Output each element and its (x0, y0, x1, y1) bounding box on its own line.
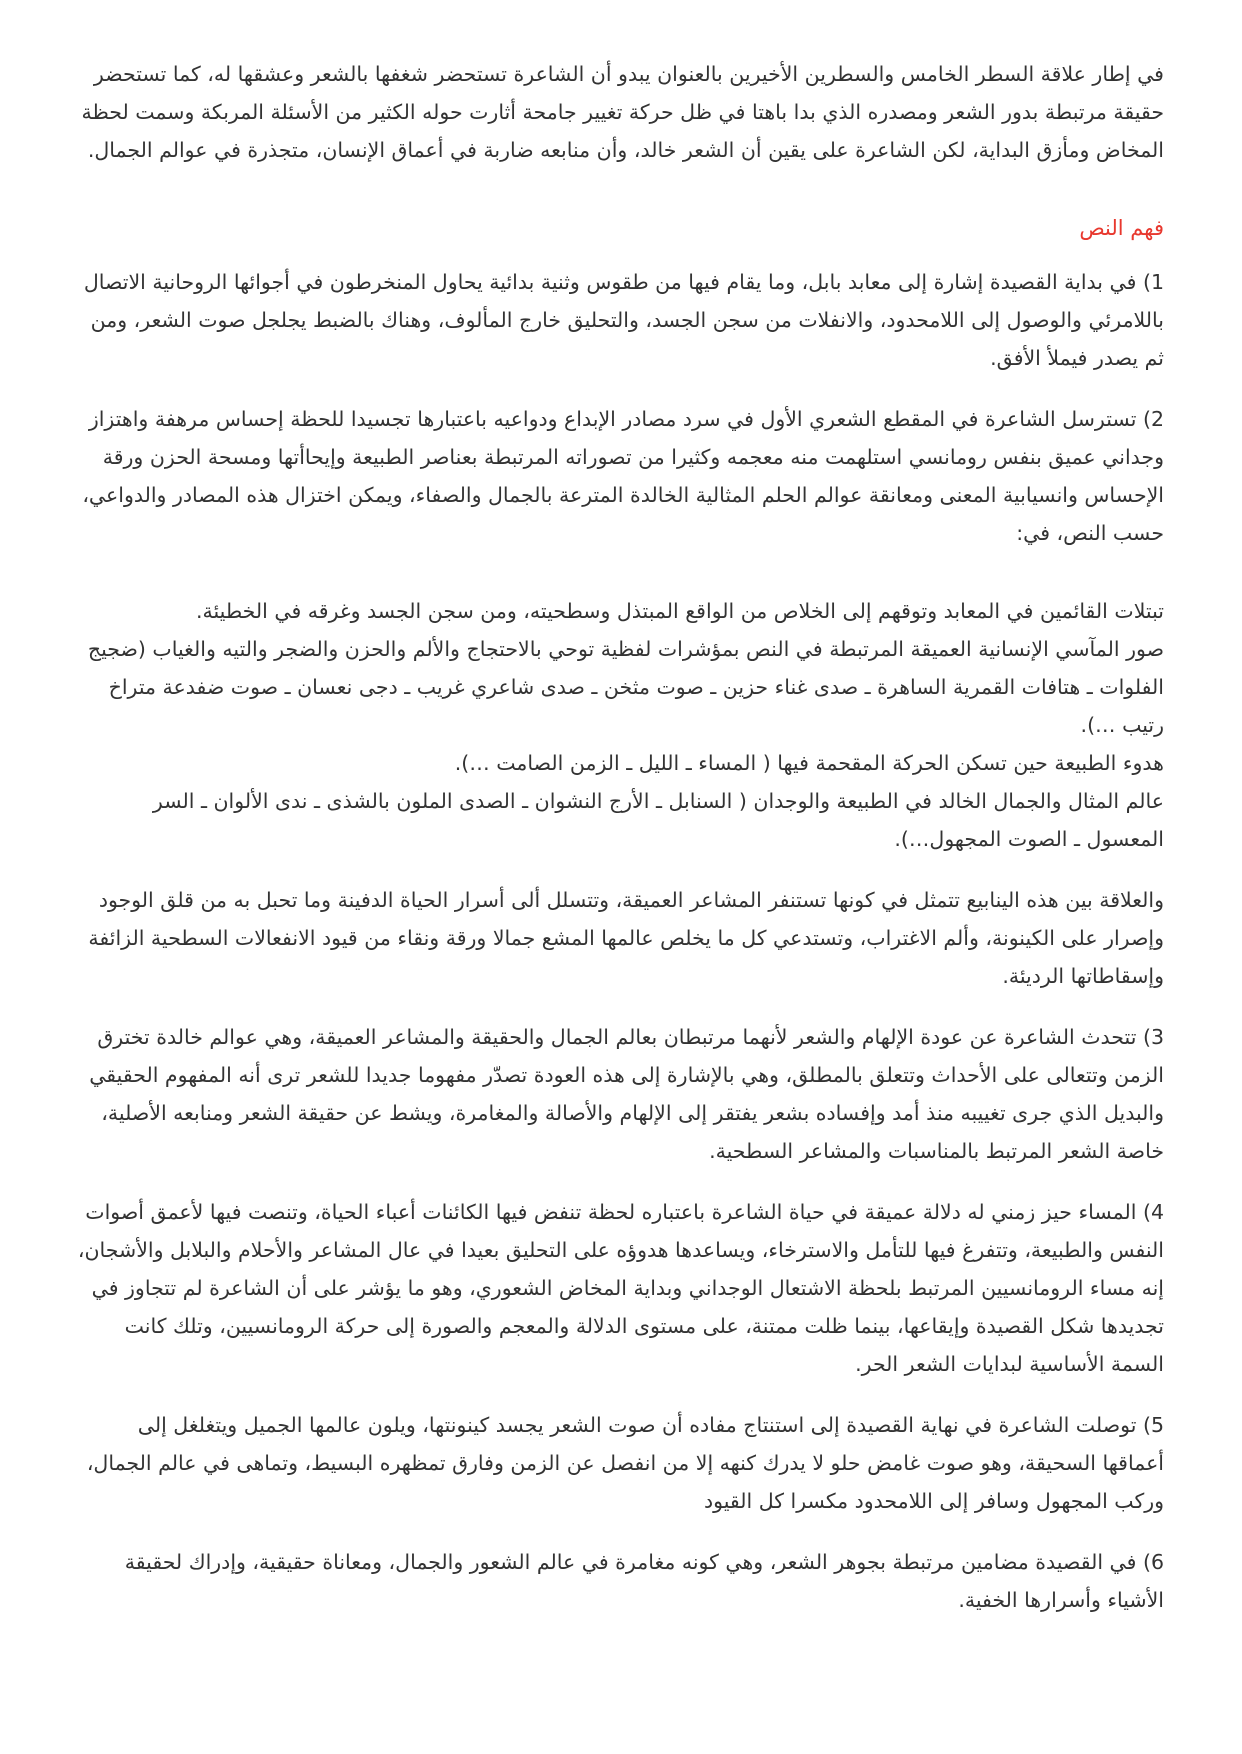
numbered-item-1 (74, 263, 1164, 377)
section-heading: فهم النص (1079, 216, 1164, 240)
numbered-item-4 (74, 1193, 1164, 1383)
list-item: عالم المثال والجمال الخالد في الطبيعة والوجدان ( السنابل ـ الأرج النشوان ـ الصدى الملون بالشذى ـ ندى الألوان ـ السر المعسول ـ الصوت المجهول…). (152, 789, 1164, 851)
numbered-item-6 (74, 1543, 1164, 1619)
item-number: 1) (1142, 270, 1164, 294)
item-text: تسترسل الشاعرة في المقطع الشعري الأول في سرد مصادر الإبداع ودواعيه باعتبارها تجسيدا للحظة إحساس مرهفة واهتزاز وجداني عميق بنفس رومانسي استلهمت منه معجمه وكثيرا من تصوراته المرتبطة بعناصر الطبيعة وإيحاأتها ومسحة الحزن ورقة الإحساس وانسيابية المعنى ومعانقة عوالم الحلم المثالية الخالدة المترعة بالجمال والصفاء، ويمكن اختزال هذه المصادر والدواعي، حسب النص، في: (82, 407, 1164, 545)
item-text: في بداية القصيدة إشارة إلى معابد بابل، وما يقام فيها من طقوس وثنية بدائية يحاول المنخرطون في أجوائها الروحانية الاتصال باللامرئي والوصول إلى اللامحدود، والانفلات من سجن الجسد، والتحليق خارج المألوف، وهناك بالضبط يجلجل صوت الشعر، ومن ثم يصدر فيملأ الأفق. (83, 270, 1164, 370)
numbered-item-3 (74, 1018, 1164, 1170)
item-text: في القصيدة مضامين مرتبطة بجوهر الشعر، وهي كونه مغامرة في عالم الشعور والجمال، ومعاناة حقيقية، وإدراك لحقيقة الأشياء وأسرارها الخفية. (124, 1550, 1164, 1612)
item-text: توصلت الشاعرة في نهاية القصيدة إلى استنتاج مفاده أن صوت الشعر يجسد كينونتها، ويلون عالمها الجميل ويتغلغل إلى أعماقها السحيقة، وهو صوت غامض حلو لا يدرك كنهه إلا من انفصل عن الزمن وفارق تمظهره البسيط، وتماهى في عالم الجمال، وركب المجهول وسافر إلى اللامحدود مكسرا كل القيود (86, 1413, 1164, 1513)
item-number: 5) (1142, 1413, 1164, 1437)
item-number: 6) (1142, 1550, 1164, 1574)
numbered-item-2 (74, 400, 1164, 552)
item-number: 2) (1142, 407, 1164, 431)
list-item: هدوء الطبيعة حين تسكن الحركة المقحمة فيها ( المساء ـ الليل ـ الزمن الصامت …). (454, 751, 1164, 775)
intro-paragraph: في إطار علاقة السطر الخامس والسطرين الأخيرين بالعنوان يبدو أن الشاعرة تستحضر شغفها بالشعر وعشقها له، كما تستحضر حقيقة مرتبطة بدور الشعر ومصدره الذي بدا باهتا في ظل حركة تغيير جامحة أثارت حوله الكثير من الأسئلة المربكة وسمت لحظة المخاض ومأزق البداية، لكن الشاعرة على يقين أن الشعر خالد، وأن منابعه ضاربة في أعماق الإنسان، متجذرة في عوالم الجمال. (81, 62, 1164, 162)
item-text: المساء حيز زمني له دلالة عميقة في حياة الشاعرة باعتباره لحظة تنفض فيها الكائنات أعباء الحياة، وتنصت فيها لأعمق أصوات النفس والطبيعة، وتتفرغ فيها للتأمل والاسترخاء، ويساعدها هدوؤه على التحليق بعيدا في عال المشاعر والأحلام والبلابل والأشجان، إنه مساء الرومانسيين المرتبط بلحظة الاشتعال الوجداني وبداية المخاض الشعوري، وهو ما يؤشر على أن الشاعرة لم تتجاوز في تجديدها شكل القصيدة وإيقاعها، بينما ظلت ممتنة، على مستوى الدلالة والمعجم والصورة إلى حركة الرومانسيين، وتلك كانت السمة الأساسية لبدايات الشعر الحر. (77, 1200, 1164, 1376)
list-item: تبتلات القائمين في المعابد وتوقهم إلى الخلاص من الواقع المبتذل وسطحيته، ومن سجن الجسد وغرقه في الخطيئة. (195, 599, 1164, 623)
list-item: صور المآسي الإنسانية العميقة المرتبطة في النص بمؤشرات لفظية توحي بالاحتجاج والألم والحزن والضجر والتيه والغياب (ضجيج الفلوات ـ هتافات القمرية الساهرة ـ صدى غناء حزين ـ صوت مثخن ـ صدى شاعري غريب ـ دجى نعسان ـ صوت ضفدعة متراخ رتيب …). (87, 637, 1164, 737)
item-number: 3) (1142, 1025, 1164, 1049)
item-number: 4) (1142, 1200, 1164, 1224)
item-text: تتحدث الشاعرة عن عودة الإلهام والشعر لأنهما مرتبطان بعالم الجمال والحقيقة والمشاعر العميقة، وهي عوالم خالدة تخترق الزمن وتتعالى على الأحداث وتتعلق بالمطلق، وهي بالإشارة إلى هذه العودة تصدّر مفهوما جديدا للشعر ترى أنه المفهوم الحقيقي والبديل الذي جرى تغييبه منذ أمد وإفساده بشعر يفتقر إلى الإلهام والأصالة والمغامرة، ويشط عن حقيقة الشعر ومنابعه الأصلية، خاصة الشعر المرتبط بالمناسبات والمشاعر السطحية. (89, 1025, 1164, 1163)
relation-paragraph: والعلاقة بين هذه الينابيع تتمثل في كونها تستنفر المشاعر العميقة، وتتسلل ألى أسرار الحياة الدفينة وما تحبل به من قلق الوجود وإصرار على الكينونة، وألم الاغتراب، وتستدعي كل ما يخلص عالمها المشع جمالا ورقة ونقاء من قيود الانفعالات السطحية الزائفة وإسقاطاتها الرديئة. (88, 888, 1164, 988)
sources-list (74, 592, 1164, 858)
numbered-item-5 (74, 1406, 1164, 1520)
article-body (74, 55, 1164, 1642)
